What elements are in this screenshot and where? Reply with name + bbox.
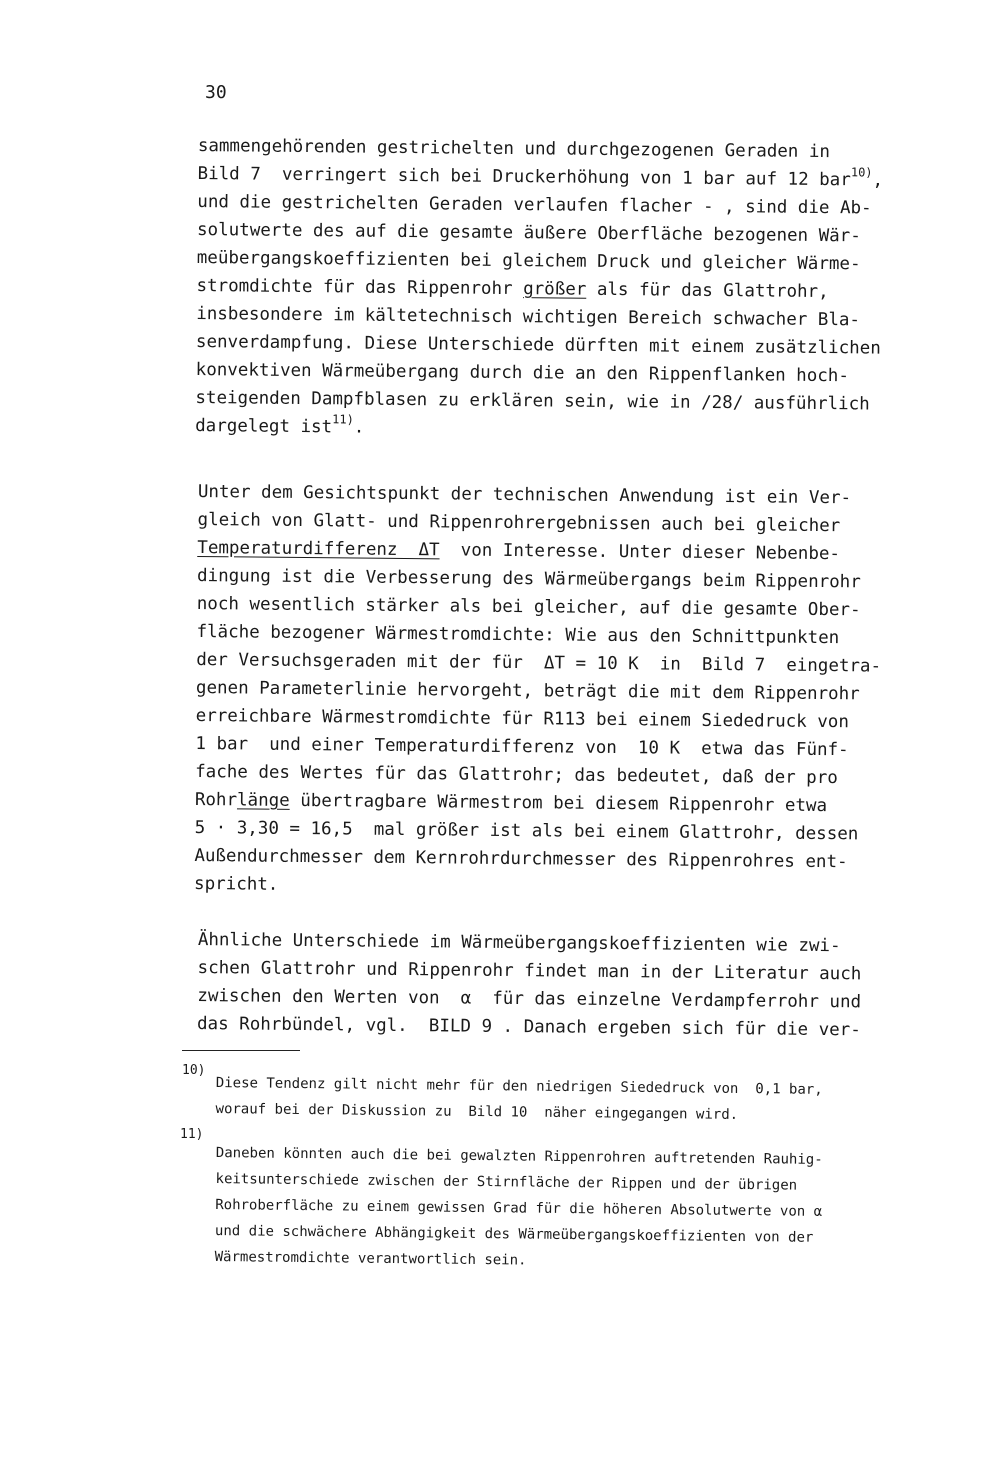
text-segment: ,	[872, 170, 884, 191]
footnote-line: keitsunterschiede zwischen der Stirnfläche der Rippen und der übrigen	[215, 1170, 798, 1194]
text-line: senverdampfung. Diese Unterschiede dürften mit einem zusätzlichen	[195, 331, 881, 359]
text-segment: von Interesse. Unter dieser Nebenbe-	[439, 540, 841, 565]
text-line: Unter dem Gesichtspunkt der technischen Anwendung ist ein Ver-	[197, 481, 852, 509]
text-line: insbesondere im kältetechnisch wichtigen Bereich schwacher Bla-	[196, 303, 861, 331]
text-segment: stromdichte für das Rippenrohr	[196, 275, 524, 300]
text-line: gleich von Glatt- und Rippenrohrergebnissen auch bei gleicher	[197, 509, 841, 537]
text-line: das Rohrbündel, vgl. BILD 9 . Danach ergeben sich für die ver-	[196, 1013, 861, 1041]
text-line: Außendurchmesser dem Kernrohrdurchmesser des Rippenrohres ent-	[194, 845, 848, 873]
text-line: fläche bezogener Wärmestromdichte: Wie aus den Schnittpunkten	[196, 621, 840, 649]
text-line: konvektiven Wärmeübergang durch die an den Rippenflanken hoch-	[195, 359, 850, 387]
text-line: erreichbare Wärmestromdichte für R113 bei einem Siededruck von	[195, 705, 850, 733]
text-line: zwischen den Werten von α für das einzelne Verdampferrohr und	[197, 985, 862, 1013]
paragraph-3	[197, 926, 948, 1045]
text-segment: als für das Glattrohr,	[586, 279, 829, 303]
underlined-word: länge	[236, 790, 290, 811]
text-line: fache des Wertes für das Glattrohr; das bedeutet, daß der pro	[195, 761, 838, 789]
footnote-line: Diese Tendenz gilt nicht mehr für den niedrigen Siededruck von 0,1 bar,	[215, 1074, 823, 1098]
footnote-line: und die schwächere Abhängigkeit des Wärmeübergangskoeffizienten von der	[214, 1222, 814, 1246]
text-segment: Rohr	[194, 789, 238, 811]
paragraph-2	[194, 478, 948, 905]
footnote-line: Wärmestromdichte verantwortlich sein.	[214, 1248, 527, 1269]
text-line: Ähnliche Unterschiede im Wärmeübergangskoeffizienten wie zwi-	[197, 929, 841, 957]
footnote-line: Rohroberfläche zu einem gewissen Grad für die höheren Absolutwerte von α	[215, 1196, 823, 1220]
text-segment: .	[353, 417, 365, 438]
underlined-word: größer	[523, 279, 587, 300]
footnote-reference: 10)	[850, 165, 873, 180]
footnote-10	[215, 1070, 926, 1130]
footnote-marker: 11)	[180, 1127, 204, 1142]
text-line: noch wesentlich stärker als bei gleicher, auf die gesamte Ober-	[196, 593, 861, 621]
text-segment: übertragbare Wärmestrom bei diesem Rippenrohr etwa	[289, 790, 828, 817]
page-number: 30	[205, 82, 227, 103]
text-segment: Bild 7 verringert sich bei Druckerhöhung von 1 bar auf 12 bar	[197, 163, 851, 191]
footnote-line: worauf bei der Diskussion zu Bild 10 näher eingegangen wird.	[215, 1100, 739, 1123]
underlined-term: Temperaturdifferenz ΔT	[197, 537, 440, 561]
text-line: 5 · 3,30 = 16,5 mal größer ist als bei einem Glattrohr, dessen	[194, 817, 859, 845]
footnote-separator	[182, 1050, 300, 1051]
text-line: schen Glattrohr und Rippenrohr findet man in der Literatur auch	[197, 957, 862, 985]
text-line: solutwerte des auf die gesamte äußere Oberfläche bezogenen Wär-	[196, 219, 861, 247]
paragraph-1	[195, 132, 948, 447]
text-line: genen Parameterlinie hervorgeht, beträgt die mit dem Rippenrohr	[195, 677, 860, 705]
text-line: sammengehörenden gestrichelten und durchgezogenen Geraden in	[197, 135, 831, 163]
footnote-reference: 11)	[332, 412, 354, 427]
footnote-line: Daneben könnten auch die bei gewalzten Rippenrohren auftretenden Rauhig-	[215, 1144, 823, 1168]
text-line: dingung ist die Verbesserung des Wärmeübergangs beim Rippenrohr	[196, 565, 861, 593]
text-line: steigenden Dampfblasen zu erklären sein, wie in /28/ ausführlich	[195, 387, 870, 415]
text-line: meübergangskoeffizienten bei gleichem Druck und gleicher Wärme-	[196, 247, 861, 275]
text-segment: dargelegt ist	[195, 415, 333, 438]
footnote-marker: 10)	[182, 1063, 206, 1078]
text-line: 1 bar und einer Temperaturdifferenz von 10 K etwa das Fünf-	[195, 733, 849, 761]
text-line: spricht.	[194, 873, 279, 895]
text-line: der Versuchsgeraden mit der für ΔT = 10 K in Bild 7 eingetra-	[196, 649, 882, 677]
footnote-11	[215, 1140, 926, 1278]
text-line: und die gestrichelten Geraden verlaufen flacher - , sind die Ab-	[197, 191, 872, 219]
